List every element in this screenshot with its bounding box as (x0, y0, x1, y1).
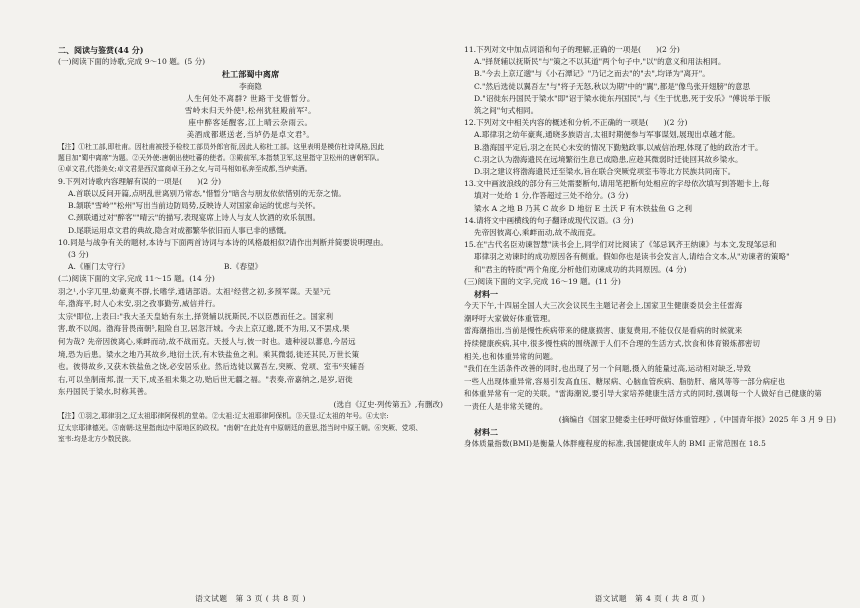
q11-option-d-cont: 筑之间"句式相同。 (474, 106, 539, 116)
question-10: 10.同是与战争有关的题材,本诗与下面两首诗词与本诗的风格最相似?请作出判断并简要说明理由。 (58, 237, 388, 247)
question-14-text: 先帝因彼离心,乘衅而动,故不战而克。 (474, 228, 601, 238)
passage-line: 何为哉? 先帝因彼离心,乘衅而动,故不战而克。天授人与,彼一时也。遗种浸以蕃息,今居远 (58, 337, 356, 347)
material-2-title: 材料二 (474, 426, 498, 437)
passage-line: 右,可以坐制南邦,混一天下,成圣祖未集之功,贻后世无疆之福。"表奏,帝嘉纳之,是岁,诏徙 (58, 374, 353, 384)
question-12: 12.下列对文中相关内容的概述和分析,不正确的一项是( )(2 分) (464, 118, 688, 128)
q9-option-c: C.颈联通过对"醉客""晴云"的描写,表现宴席上诗人与友人饮酒的欢乐氛围。 (68, 213, 321, 223)
q12-option-c: C.羽之认为渤海遗民在远境繁衍生息已成隐患,应趁其微弱时迁徙回其故乡梁水。 (474, 154, 743, 164)
q9-option-b: B.颔联"雪岭""松州"写出当前边防局势,反映诗人对国家命运的忧虑与关怀。 (68, 201, 321, 211)
part3-intro: (三)阅读下面的文字,完成 16～19 题。(11 分) (464, 276, 621, 286)
question-15-cont: 和"君主的特质"两个角度,分析他们劝谏成功的共同原因。(4 分) (474, 264, 687, 274)
material-1-line: 今天下午,十四届全国人大三次会议民生主题记者会上,国家卫生健康委员会主任雷海 (464, 301, 743, 311)
question-13-text: 梁水 A 之地 B 乃其 C 故乡 D 地衍 E 土沃 F 有木铁盐鱼 G 之利 (474, 203, 692, 213)
material-1-line: 相关,也和体重异常的问题。 (464, 351, 558, 361)
question-15-cont: 耶律羽之劝谏时的成功原因各有侧重。假如你也是读书会发言人,请结合文本,从"劝谏者的策略" (474, 252, 790, 262)
passage-note: 辽太宗耶律德光。⑤南朝:这里指南边中原地区的政权。"南朝"在此处有中原朝廷的意思,指当时中原王朝。⑥突厥、党项、 (58, 423, 423, 432)
page-3 (58, 44, 443, 445)
poem-title: 杜工部蜀中离席 (221, 69, 280, 80)
passage-note: 【注】①羽之,耶律羽之,辽太祖耶律阿保机的堂弟。②太祖:辽太祖耶律阿保机。③天显:辽太祖的年号。④太宗: (58, 412, 389, 421)
passage-line: 也。彼得故乡,又获木铁盐鱼之饶,必安居乐业。然后选徒以翼吾左,突厥、党项、室韦⁶夹辅吾 (58, 362, 365, 372)
q10-options (58, 261, 443, 273)
material-1-line: 潮呼吁大家做好体重管理。 (464, 313, 556, 323)
material-1-line: 雷海潮指出,当前是慢性疾病带来的健康损害、康复费用,不能仅仅是看病的时候就来 (464, 326, 743, 336)
question-11: 11.下列对文中加点词语和句子的理解,正确的一项是( )(2 分) (464, 45, 680, 54)
question-14: 14.请将文中画横线的句子翻译成现代汉语。(3 分) (464, 215, 634, 225)
passage-source: (选自《辽史·列传第五》,有删改) (333, 400, 443, 410)
poem-note: ④卓文君,代指美女;卓文君是西汉富商卓王孙之女,与司马相如私奔至成都,当垆卖酒。 (58, 165, 312, 174)
poem-line: 人生何处不离群? 世路干戈惜暂分。 (186, 93, 315, 103)
part2-intro: (二)阅读下面的文字,完成 11～15 题。(14 分) (58, 274, 215, 284)
material-2-line: 身体质量指数(BMI)是衡量人体胖瘦程度的标准,我国健康成年人的 BMI 正常范围在 18.5 (464, 439, 766, 449)
material-1-title: 材料一 (474, 289, 498, 300)
material-1-line: 一些人出现体重异常,容易引发高血压、糖尿病、心脑血管疾病、脂肪肝、痛风等等一部分病症也 (464, 376, 786, 386)
poem-note: 题目加"蜀中离席"为题。②天外使:唐朝出使吐蕃的使者。③殿前军,本指禁卫军,这里指守卫松州的唐朝军队。 (58, 154, 384, 163)
q11-option-c: C."然后选徒以翼吾左"与"将子无怒,秋以为期"中的"翼",都是"像鸟张开翅膀"的意思 (474, 81, 751, 91)
passage-line: 太宗⁴即位,上表曰:"我大圣天皇始有东土,择贤辅以抚斯民,不以臣愚而任之。国家利 (58, 311, 334, 321)
question-13-cont: 填对一处给 1 分,作答超过三处不给分。(3 分) (474, 191, 629, 201)
page-4-footer: 语文试题 第 4 页 ( 共 8 页 ) (594, 594, 706, 603)
poem-line: 美酒成都堪送老,当垆仍是卓文君³。 (186, 130, 315, 140)
material-1-source: (摘编自《国家卫健委主任呼吁做好体重管理》,《中国青年报》2025 年 3 月 9 日) (558, 414, 836, 424)
page-3-footer: 语文试题 第 3 页 ( 共 8 页 ) (195, 594, 306, 603)
q11-option-a: A."择贤辅以抚斯民"与"策之不以其道"两个句子中,"以"的意义和用法相同。 (474, 57, 726, 67)
q11-option-b: B."今去上京辽邈"与《小石潭记》"乃记之而去"的"去",均译为"离开"。 (474, 69, 710, 79)
q11-option-d: D."诏徙东丹国民于梁水"即"诏于梁水徙东丹国民",与《生于忧患,死于安乐》"傅说举于版 (474, 93, 771, 103)
page-4 (464, 44, 836, 451)
poem-line: 座中醉客延醒客,江上晴云杂雨云。 (188, 118, 313, 128)
material-1-line: 持续健康疾病,其中,很多慢性病的围绕源于人们不合理的生活方式,饮食和体育锻炼都密切 (464, 339, 761, 349)
q9-option-d: D.尾联运用卓文君的典故,隐含对成都繁华依旧而人事已非的感慨。 (68, 225, 292, 235)
poem-line: 雪岭未归天外使¹,松州犹驻殿前军²。 (184, 106, 317, 116)
passage-line: 境,恐为后患。梁水之地乃其故乡,地衍土沃,有木铁盐鱼之利。乘其微弱,徙还其民,万世长策 (58, 349, 360, 359)
passage-note: 室韦:均是北方少数民族。 (58, 435, 136, 444)
material-1-line: "我们在生活条件改善的同时,也出现了另一个问题,摄入的能量过高,运动相对缺乏,导致 (464, 364, 752, 374)
poem-note: 【注】①杜工部,即杜甫。因杜甫被授予检校工部员外郎官衔,因此人称杜工部。这里表明是模仿杜诗风格,因此 (58, 142, 384, 151)
passage-line: 羽之¹,小字兀里,幼豪爽不群,长嗜学,通诸部语。太祖²经营之初,多预军谋。天显³元 (58, 286, 331, 296)
question-9: 9.下列对诗歌内容理解有误的一项是( )(2 分) (58, 176, 222, 186)
material-1-line: 一责任人是非常关键的。 (464, 402, 548, 412)
section-title: 二、阅读与鉴赏(44 分) (58, 45, 144, 55)
q10-option-b: B.《春望》 (223, 262, 263, 272)
question-15: 15.在"古代名臣劝谏智慧"读书会上,同学们对比阅读了《邹忌讽齐王纳谏》与本文,发现邹忌和 (464, 240, 777, 250)
poem-author: 李商隐 (239, 81, 262, 91)
q10-option-a: A.《雁门太守行》 (68, 262, 130, 272)
passage-line: 东丹国民于梁水,时称其善。 (58, 387, 152, 397)
q12-option-a: A.耶律羽之幼年豪爽,通晓多族语言,太祖时期便参与军事谋划,展现出卓越才能。 (474, 130, 740, 140)
q12-option-d: D.羽之建议将渤海遗民迁至梁水,旨在联合突厥党项室韦等北方民族共同南下。 (474, 167, 736, 177)
question-13: 13.文中画波浪线的部分有三处需要断句,请用笔把断句处相应的字母依次填写到答题卡上,每 (464, 179, 770, 189)
q12-option-b: B.渤海国平定后,羽之在民心未安的情况下勤勉政事,以威信治理,体现了他的政治才干。 (474, 142, 763, 152)
passage-line: 害,敢不以闻。渤海昔畏南朝⁵,阻险自卫,居忽汗城。今去上京辽邈,既不为用,又不罢戍,果 (58, 324, 350, 334)
q9-option-a: A.首联以反问开篇,点明乱世离别乃常态,"惜暂分"暗含与朋友依依惜别的无奈之情。 (68, 189, 346, 199)
passage-line: 年,渤海平,时人心未安,羽之孜事勤劳,威信并行。 (58, 299, 221, 309)
material-1-line: 和体重异常有一定的关联。"雷海潮说,要引导大家培养健康生活方式的同时,强调每一个人做好自己健康的第 (464, 389, 822, 399)
part1-intro: (一)阅读下面的诗歌,完成 9～10 题。(5 分) (58, 57, 206, 67)
question-10-score: (3 分) (68, 250, 89, 260)
